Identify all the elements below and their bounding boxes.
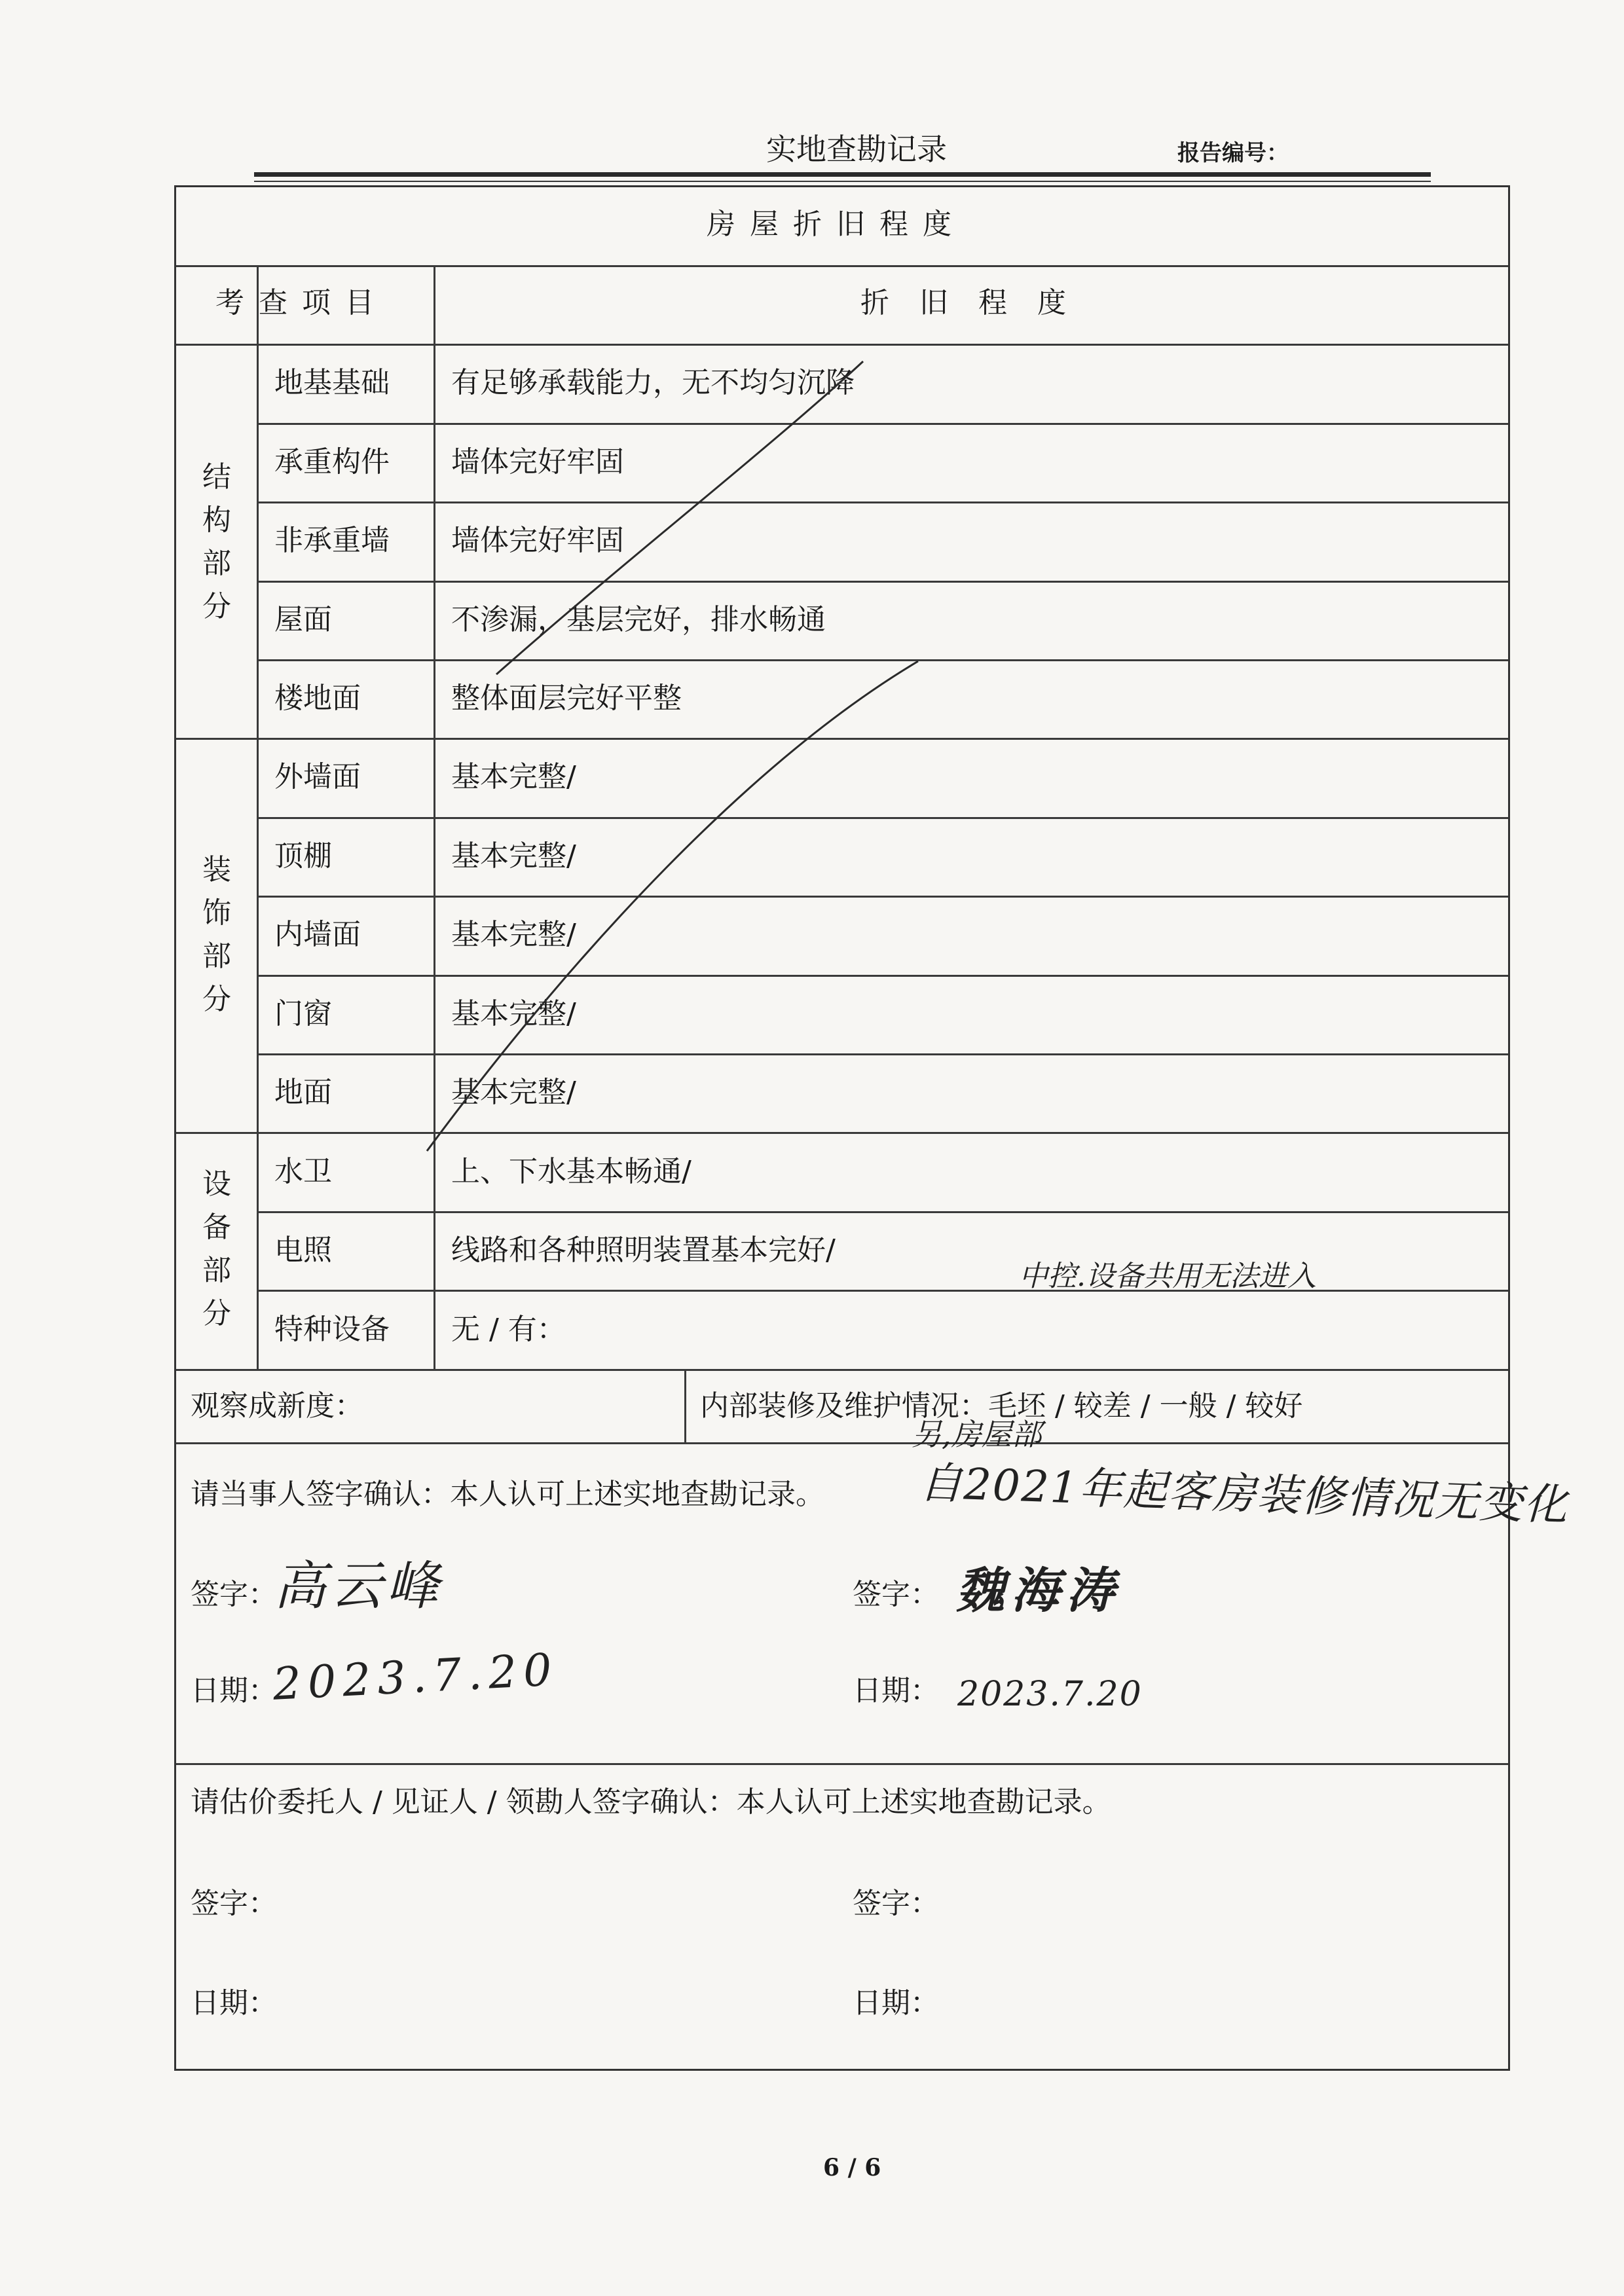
party-date-handwritten-right: 2023.7.20 bbox=[957, 1675, 1143, 1714]
item-label: 门窗 bbox=[274, 997, 332, 1030]
item-value: 整体面层完好平整 bbox=[451, 682, 682, 715]
group-label-decoration: 装饰部分 bbox=[202, 853, 231, 1016]
handwritten-interior-note: 自2021年起客房装修情况无变化 bbox=[918, 1457, 1570, 1531]
item-label: 顶棚 bbox=[274, 839, 332, 873]
interior-condition-label: 内部装修及维护情况：毛坯 / 较差 / 一般 / 较好 bbox=[700, 1389, 1303, 1423]
item-label: 水卫 bbox=[274, 1155, 332, 1188]
page-number: 6 / 6 bbox=[823, 2154, 881, 2181]
item-label: 地面 bbox=[274, 1076, 332, 1109]
party-date-label-left: 日期： bbox=[191, 1674, 277, 1707]
item-label: 非承重墙 bbox=[274, 524, 390, 557]
column-header-degree: 折旧程度 bbox=[860, 286, 1096, 319]
item-value: 基本完整/ bbox=[451, 997, 576, 1030]
estimator-confirm-text: 请估价委托人 / 见证人 / 领勘人签字确认：本人认可上述实地查勘记录。 bbox=[191, 1785, 1111, 1819]
estimator-sign-label-right: 签字： bbox=[853, 1887, 939, 1920]
strike-line-decoration bbox=[427, 661, 918, 1151]
strike-line-structure bbox=[496, 361, 863, 674]
document-title: 实地查勘记录 bbox=[766, 132, 947, 167]
item-label: 地基基础 bbox=[274, 366, 390, 399]
party-signature-right: 魏海涛 bbox=[956, 1563, 1121, 1619]
item-label: 内墙面 bbox=[274, 918, 361, 951]
item-value: 墙体完好牢固 bbox=[451, 445, 624, 479]
observed-newness-label: 观察成新度： bbox=[191, 1389, 363, 1423]
item-value: 基本完整/ bbox=[451, 760, 576, 793]
section-title: 房屋折旧程度 bbox=[707, 208, 966, 241]
item-value: 基本完整/ bbox=[451, 1076, 576, 1109]
handwritten-interior-note-top: 另,房屋部 bbox=[912, 1417, 1042, 1452]
item-value: 线路和各种照明装置基本完好/ bbox=[451, 1233, 836, 1267]
party-confirm-text: 请当事人签字确认：本人认可上述实地查勘记录。 bbox=[191, 1478, 824, 1511]
item-value: 不渗漏，基层完好，排水畅通 bbox=[451, 603, 826, 636]
item-value: 基本完整/ bbox=[451, 918, 576, 951]
item-value: 上、下水基本畅通/ bbox=[451, 1155, 692, 1188]
column-header-item: 考查项目 bbox=[215, 286, 388, 319]
estimator-date-label-left: 日期： bbox=[191, 1986, 277, 2020]
estimator-date-label-right: 日期： bbox=[853, 1986, 939, 2020]
party-sign-label-right: 签字： bbox=[853, 1578, 939, 1611]
item-label: 承重构件 bbox=[274, 445, 390, 479]
item-label: 楼地面 bbox=[274, 682, 361, 715]
item-value: 墙体完好牢固 bbox=[451, 524, 624, 557]
item-label: 特种设备 bbox=[274, 1313, 390, 1346]
item-label: 外墙面 bbox=[274, 760, 361, 793]
handwritten-equipment-note: 中控.设备共用无法进入 bbox=[1019, 1260, 1316, 1293]
item-value: 基本完整/ bbox=[451, 839, 576, 873]
estimator-sign-label-left: 签字： bbox=[191, 1887, 277, 1920]
party-signature: 高云峰 bbox=[274, 1556, 443, 1616]
party-date-handwritten-left: 2023.7.20 bbox=[271, 1644, 560, 1711]
item-value: 有足够承载能力，无不均匀沉降 bbox=[451, 366, 855, 399]
report-number-label: 报告编号： bbox=[1177, 140, 1289, 166]
group-label-equipment: 设备部分 bbox=[202, 1167, 231, 1330]
item-label: 屋面 bbox=[274, 603, 332, 636]
party-date-label-right: 日期： bbox=[853, 1674, 939, 1707]
party-sign-label-left: 签字： bbox=[191, 1578, 277, 1611]
item-label: 电照 bbox=[274, 1233, 332, 1267]
group-label-structure: 结构部分 bbox=[202, 460, 231, 623]
item-value: 无 / 有： bbox=[451, 1313, 566, 1346]
